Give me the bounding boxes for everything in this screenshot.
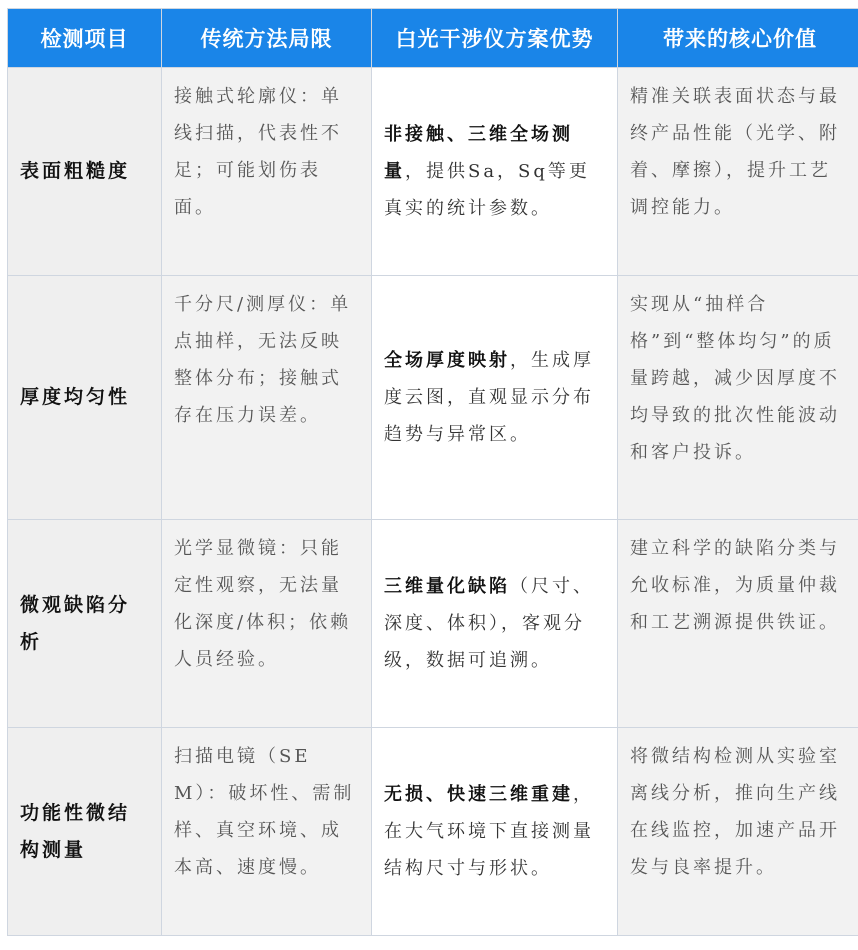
header-row <box>8 9 858 68</box>
value-cell: 实现从“抽样合格”到“整体均匀”的质量跨越，减少因厚度不均导致的批次性能波动和客户投诉。 <box>618 276 858 520</box>
limitation-cell: 扫描电镜（SEM）：破坏性、需制样、真空环境、成本高、速度慢。 <box>162 728 372 936</box>
advantage-text: ，生成厚度云图，直观显示分布趋势与异常区。 <box>384 350 594 445</box>
item-cell: 功能性微结构测量 <box>8 728 162 936</box>
advantage-highlight: 全场厚度映射 <box>384 350 510 371</box>
item-cell: 表面粗糙度 <box>8 68 162 276</box>
advantage-highlight: 非接触、三维全场测量 <box>384 124 573 182</box>
value-cell: 精准关联表面状态与最终产品性能（光学、附着、摩擦），提升工艺调控能力。 <box>618 68 858 276</box>
value-cell: 建立科学的缺陷分类与允收标准，为质量仲裁和工艺溯源提供铁证。 <box>618 520 858 728</box>
value-cell: 将微结构检测从实验室离线分析，推向生产线在线监控，加速产品开发与良率提升。 <box>618 728 858 936</box>
advantage-text: ，提供Sa，Sq等更真实的统计参数。 <box>384 161 590 219</box>
advantage-highlight: 三维量化缺陷 <box>384 576 510 597</box>
table-row <box>8 728 858 936</box>
header-inspection-item: 检测项目 <box>8 9 162 68</box>
header-core-value: 带来的核心价值 <box>618 9 858 68</box>
item-cell: 微观缺陷分析 <box>8 520 162 728</box>
limitation-cell: 光学显微镜：只能定性观察，无法量化深度/体积；依赖人员经验。 <box>162 520 372 728</box>
header-wli-advantages: 白光干涉仪方案优势 <box>372 9 618 68</box>
comparison-table <box>7 8 858 936</box>
advantage-cell <box>372 520 618 728</box>
limitation-cell: 千分尺/测厚仪：单点抽样，无法反映整体分布；接触式存在压力误差。 <box>162 276 372 520</box>
advantage-text: ，在大气环境下直接测量结构尺寸与形状。 <box>384 784 594 879</box>
header-traditional-limits: 传统方法局限 <box>162 9 372 68</box>
table-row <box>8 276 858 520</box>
advantage-highlight: 无损、快速三维重建 <box>384 784 573 805</box>
table-row <box>8 68 858 276</box>
advantage-cell <box>372 68 618 276</box>
limitation-cell: 接触式轮廓仪：单线扫描，代表性不足；可能划伤表面。 <box>162 68 372 276</box>
item-cell: 厚度均匀性 <box>8 276 162 520</box>
table-row <box>8 520 858 728</box>
advantage-cell <box>372 276 618 520</box>
advantage-text: （尺寸、深度、体积），客观分级，数据可追溯。 <box>384 576 594 671</box>
advantage-cell <box>372 728 618 936</box>
